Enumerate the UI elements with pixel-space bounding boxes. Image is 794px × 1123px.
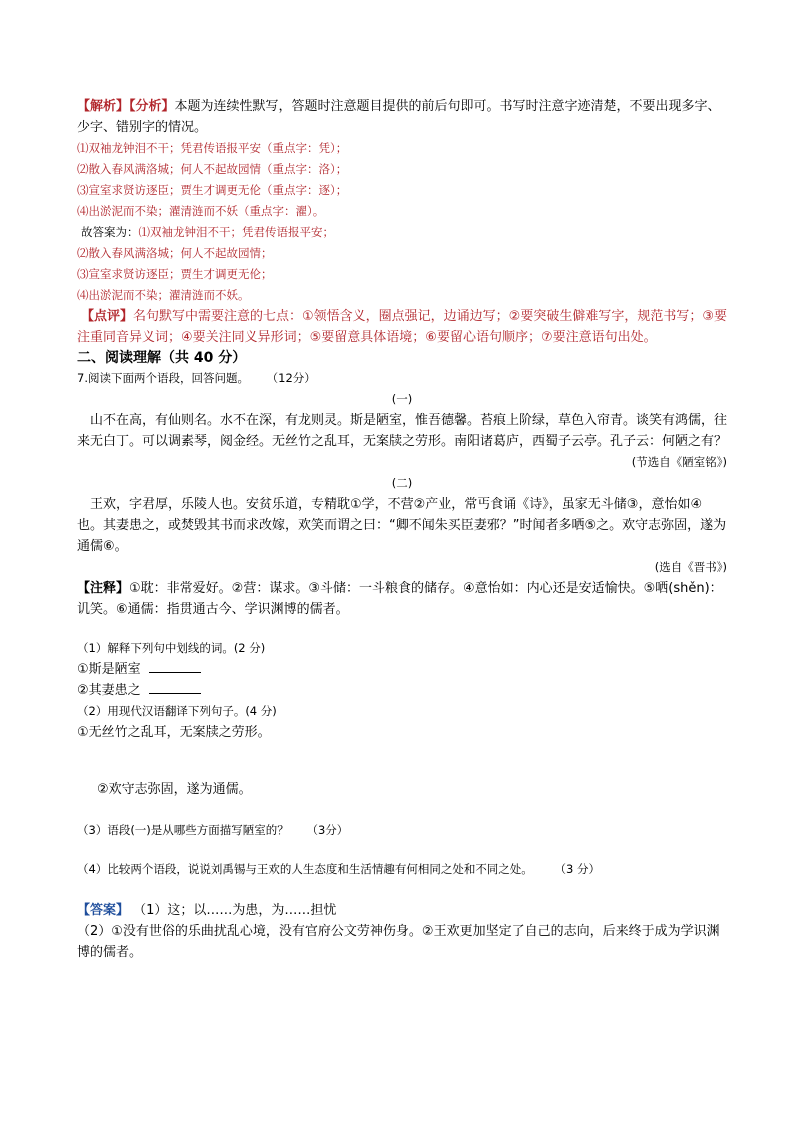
analysis-intro: 本题为连续性默写，答题时注意题目提供的前后句即可。书写时注意字迹清楚，不要出现多字、少字、错别字的情况。	[77, 99, 721, 135]
notes-text: ①耽：非常爱好。②营：谋求。③斗储：一斗粮食的储存。④意怡如：内心还是安适愉快。⑤哂(shěn)：讥笑。⑥通儒：指贯通古今、学识渊博的儒者。	[77, 581, 723, 617]
sub-question-4	[77, 859, 727, 880]
question-7	[77, 368, 727, 389]
analysis-item-4: ⑷出淤泥而不染；濯清涟而不妖（重点字：濯）。	[77, 204, 325, 218]
part-2-source: (选自《晋书》)	[654, 560, 727, 574]
comment-paragraph	[77, 306, 727, 348]
sub-question-4-text: （4）比较两个语段，说说刘禹锡与王欢的人生态度和生活情趣有何相同之处和不同之处。	[77, 862, 533, 876]
part-2-text: 王欢，字君厚，乐陵人也。安贫乐道，专精耽①学，不营②产业，常丐食诵《诗》，虽家无斗储③，意怡如④也。其妻患之，或焚毁其书而求改嫁，欢笑而谓之曰：“卿不闻朱买臣妻邪？”时闻者多哂⑤之。欢守志弥固，遂为通儒⑥。	[77, 497, 727, 554]
notes-tag: 【注释】	[77, 581, 130, 596]
section-heading: 二、阅读理解（共 40 分）	[77, 350, 247, 366]
answer-1-text: （1）这；以……为患，为……担忧	[133, 903, 337, 918]
answer-line-1	[77, 222, 727, 243]
sub-question-2a: ①无丝竹之乱耳，无案牍之劳形。	[77, 725, 271, 740]
notes-paragraph	[77, 578, 727, 620]
part-1-text: 山不在高，有仙则名。水不在深，有龙则灵。斯是陋室，惟吾德馨。苔痕上阶绿，草色入帘青。谈笑有鸿儒，往来无白丁。可以调素琴，阅金经。无丝竹之乱耳，无案牍之劳形。南阳诸葛庐，西蜀子云亭。孔子云：何陋之有？	[77, 413, 728, 449]
question-7-text: 7.阅读下面两个语段，回答问题。	[77, 371, 249, 385]
answer-label: 故答案为：	[81, 225, 139, 239]
analysis-item-3: ⑶宣室求贤访逐臣；贾生才调更无伦（重点字：逐）；	[77, 183, 348, 197]
answer-paragraph-1	[77, 900, 727, 921]
analysis-tag: 【解析】	[77, 99, 130, 114]
answer-4: ⑷出淤泥而不染；濯清涟而不妖。	[77, 288, 250, 302]
sub-question-1b	[77, 680, 727, 701]
document-page	[77, 96, 727, 963]
analysis-subtag: 【分析】	[129, 99, 175, 114]
sub-question-1a-text: ①斯是陋室	[77, 662, 141, 677]
part-2-label: (二)	[391, 476, 413, 490]
sub-question-3-score: （3分）	[306, 823, 349, 837]
analysis-item-2: ⑵散入春风满洛城；何人不起故园情（重点字：洛）；	[77, 162, 348, 176]
analysis-item-1: ⑴双袖龙钟泪不干；凭君传语报平安（重点字：凭）；	[77, 141, 348, 155]
sub-question-1a	[77, 659, 727, 680]
part-1-source: (节选自《陋室铭》)	[631, 455, 727, 469]
answer-1: ⑴双袖龙钟泪不干；凭君传语报平安；	[138, 225, 334, 239]
answer-tag: 【答案】	[77, 903, 130, 918]
answer-2: ⑵散入春风满洛城；何人不起故园情；	[77, 246, 273, 260]
question-7-score: （12分）	[266, 371, 316, 385]
answer-3: ⑶宣室求贤访逐臣；贾生才调更无伦；	[77, 267, 273, 281]
sub-question-3-text: （3）语段(一)是从哪些方面描写陋室的？	[77, 823, 289, 837]
sub-question-1b-text: ②其妻患之	[77, 683, 141, 698]
part-1-label: (一)	[391, 392, 413, 406]
comment-tag: 【点评】	[81, 309, 134, 324]
answer-blank-1b[interactable]	[149, 681, 201, 694]
analysis-paragraph	[77, 96, 727, 138]
sub-question-3	[77, 820, 727, 841]
sub-question-2b: ②欢守志弥固，遂为通儒。	[97, 782, 252, 797]
sub-question-2: （2）用现代汉语翻译下列句子。(4 分)	[77, 704, 277, 718]
sub-question-4-score: （3 分）	[554, 862, 600, 876]
answer-2-text: （2）①没有世俗的乐曲扰乱心境，没有官府公文劳神伤身。②王欢更加坚定了自己的志向，后来终于成为学识渊博的儒者。	[77, 924, 720, 960]
sub-question-1: （1）解释下列句中划线的词。(2 分)	[77, 641, 266, 655]
comment-text: 名句默写中需要注意的七点：①领悟含义，圈点强记，边诵边写；②要突破生僻难写字，规范书写；③要注重同音异义词；④要关注同义异形词；⑤要留意具体语境；⑥要留心语句顺序；⑦要注意语句出处。	[77, 309, 727, 345]
answer-blank-1a[interactable]	[149, 660, 201, 673]
